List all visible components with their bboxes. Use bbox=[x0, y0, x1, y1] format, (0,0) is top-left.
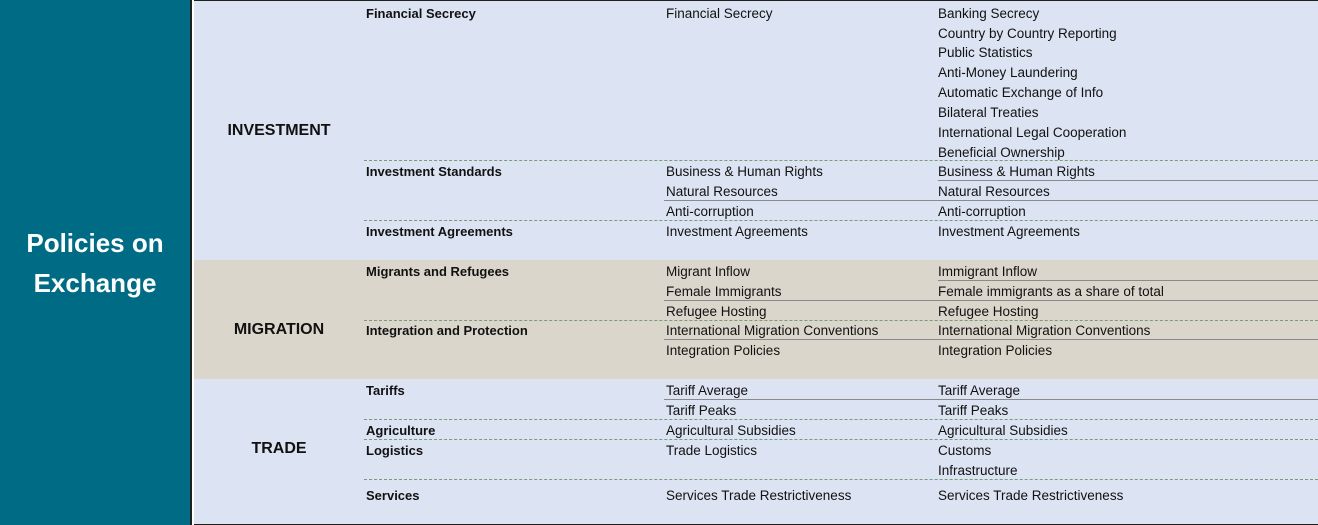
col3-cell: Infrastructure bbox=[938, 463, 1018, 478]
subsection-financial-secrecy: Financial Secrecy bbox=[366, 6, 476, 21]
subsection-investment-agreements: Investment Agreements bbox=[366, 224, 513, 239]
subsection-logistics: Logistics bbox=[366, 443, 424, 458]
subsection-agriculture: Agriculture bbox=[366, 423, 436, 438]
col2-cell: Refugee Hosting bbox=[666, 304, 767, 319]
col3-cell: Country by Country Reporting bbox=[938, 26, 1117, 41]
col3-cell: Public Statistics bbox=[938, 45, 1033, 60]
row-divider bbox=[664, 399, 1318, 400]
col3-cell: Services Trade Restrictiveness bbox=[938, 488, 1124, 503]
col3-cell: Anti-Money Laundering bbox=[938, 65, 1078, 80]
col2-cell: Investment Agreements bbox=[666, 224, 808, 239]
col2-cell: Financial Secrecy bbox=[666, 6, 773, 21]
subsection-integration-protection: Integration and Protection bbox=[366, 323, 528, 338]
row-divider bbox=[938, 180, 1318, 181]
col3-cell: Beneficial Ownership bbox=[938, 145, 1065, 160]
col3-cell: Anti-corruption bbox=[938, 204, 1026, 219]
section-trade: TRADE bbox=[251, 440, 307, 457]
col2-cell: Tariff Average bbox=[666, 383, 749, 398]
col2-cell: Anti-corruption bbox=[666, 204, 754, 219]
subsection-divider bbox=[364, 479, 1318, 480]
subsection-investment-standards: Investment Standards bbox=[366, 164, 502, 179]
col2-cell: Agricultural Subsidies bbox=[666, 423, 796, 438]
subsection-divider bbox=[364, 320, 1318, 321]
col3-cell: Tariff Average bbox=[938, 383, 1021, 398]
col3-cell: Automatic Exchange of Info bbox=[938, 85, 1104, 100]
row-divider bbox=[664, 339, 1318, 340]
subsection-migrants-refugees: Migrants and Refugees bbox=[366, 264, 510, 279]
col3-cell: Banking Secrecy bbox=[938, 6, 1040, 21]
col3-cell: Female immigrants as a share of total bbox=[938, 284, 1164, 299]
subsection-divider bbox=[364, 160, 1318, 161]
col2-cell: International Migration Conventions bbox=[666, 323, 879, 338]
col2-cell: Integration Policies bbox=[666, 343, 781, 358]
col3-cell: Business & Human Rights bbox=[938, 164, 1095, 179]
col2-cell: Female Immigrants bbox=[666, 284, 782, 299]
subsection-divider bbox=[364, 439, 1318, 440]
col3-cell: Natural Resources bbox=[938, 184, 1050, 199]
subsection-tariffs: Tariffs bbox=[366, 383, 405, 398]
col3-cell: Agricultural Subsidies bbox=[938, 423, 1068, 438]
col3-cell: Integration Policies bbox=[938, 343, 1053, 358]
col3-cell: Tariff Peaks bbox=[938, 403, 1009, 418]
subsection-divider bbox=[364, 220, 1318, 221]
col3-cell: International Migration Conventions bbox=[938, 323, 1151, 338]
col3-cell: Investment Agreements bbox=[938, 224, 1080, 239]
section-migration: MIGRATION bbox=[233, 321, 325, 338]
col3-cell: Bilateral Treaties bbox=[938, 105, 1039, 120]
section-investment: INVESTMENT bbox=[227, 122, 331, 139]
col2-cell: Migrant Inflow bbox=[666, 264, 751, 279]
col2-cell: Business & Human Rights bbox=[666, 164, 823, 179]
col2-cell: Trade Logistics bbox=[666, 443, 758, 458]
col3-cell: International Legal Cooperation bbox=[938, 125, 1127, 140]
col2-cell: Tariff Peaks bbox=[666, 403, 737, 418]
col2-cell: Natural Resources bbox=[666, 184, 778, 199]
subsection-services: Services bbox=[366, 488, 420, 503]
row-divider bbox=[938, 280, 1318, 281]
row-divider bbox=[664, 300, 1318, 301]
sidebar bbox=[0, 0, 192, 525]
col3-cell: Immigrant Inflow bbox=[938, 264, 1038, 279]
col3-cell: Refugee Hosting bbox=[938, 304, 1039, 319]
sidebar-title: Policies on Exchange bbox=[26, 227, 164, 298]
col2-cell: Services Trade Restrictiveness bbox=[666, 488, 852, 503]
row-divider bbox=[664, 200, 1318, 201]
col3-cell: Customs bbox=[938, 443, 992, 458]
subsection-divider bbox=[364, 419, 1318, 420]
